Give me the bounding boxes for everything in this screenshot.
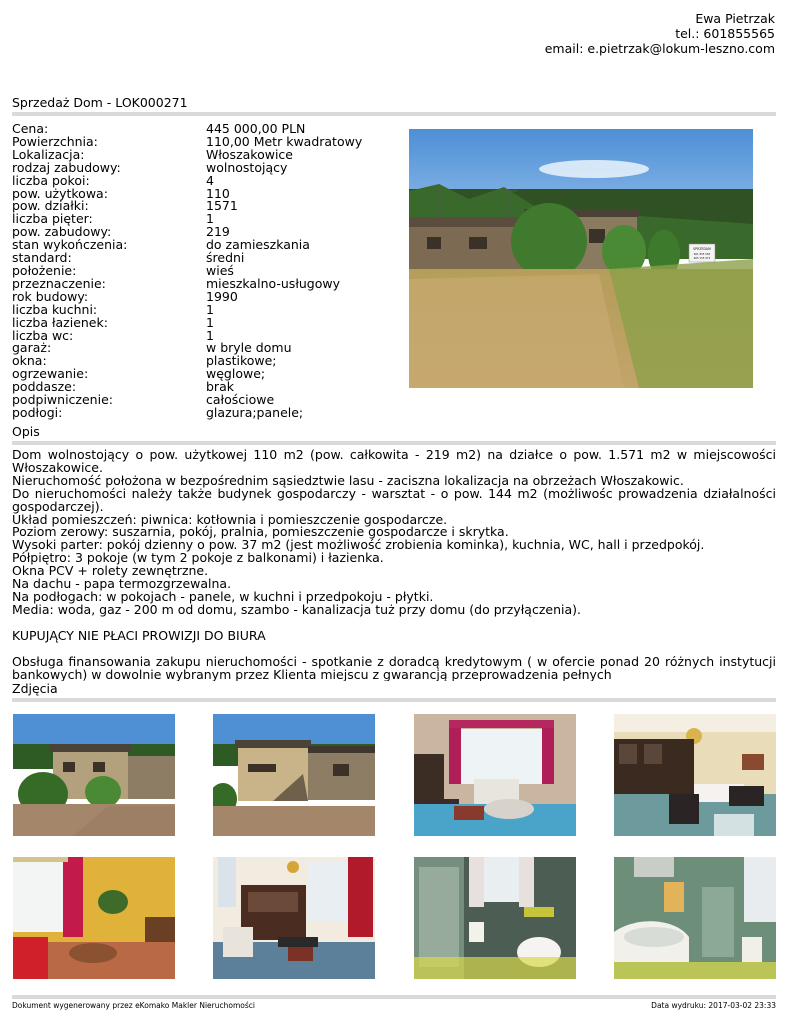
field-value: brak <box>206 379 234 395</box>
description-paragraph: Media: woda, gaz - 200 m od domu, szambo - kanalizacja tuż przy domu (do przyłączenia). <box>12 601 582 617</box>
listing-title: Sprzedaż Dom - LOK000271 <box>12 95 188 110</box>
photos-divider <box>12 698 776 702</box>
field-label: Cena: <box>12 121 49 136</box>
photos-heading: Zdjęcia <box>12 681 58 696</box>
field-value: 1 <box>206 314 214 330</box>
description-paragraph: Półpiętro: 3 pokoje (w tym 2 pokoje z balkonami) i łazienka. <box>12 550 384 566</box>
photo-thumbnail-living-room-windows[interactable] <box>414 714 576 836</box>
field-label: Lokalizacja: <box>12 146 85 162</box>
field-value: do zamieszkania <box>206 237 310 253</box>
field-label: liczba łazienek: <box>12 314 108 330</box>
field-label: okna: <box>12 353 47 369</box>
field-row <box>12 327 362 343</box>
field-row <box>12 404 362 420</box>
description-body <box>12 449 776 681</box>
photo-thumbnail-living-room-furniture[interactable] <box>614 714 776 836</box>
description-paragraph: Okna PCV + rolety zewnętrzne. <box>12 563 209 579</box>
field-label: podpiwniczenie: <box>12 392 113 408</box>
field-value: wolnostojący <box>206 159 288 175</box>
agent-email: email: e.pietrzak@lokum-leszno.com <box>544 41 775 56</box>
field-value: węglowe; <box>206 366 266 382</box>
field-label: standard: <box>12 250 72 266</box>
description-paragraph: Dom wolnostojący o pow. użytkowej 110 m2 (pow. całkowita - 219 m2) na działce o pow. 1.571 m2 w miejscowości Włoszakowice. <box>12 447 776 475</box>
field-value: 110 <box>206 185 230 201</box>
field-label: rok budowy: <box>12 288 89 304</box>
field-label: liczba kuchni: <box>12 301 98 317</box>
field-label: pow. działki: <box>12 198 89 214</box>
field-value: średni <box>206 250 245 266</box>
agent-phone: tel.: 601855565 <box>675 26 775 41</box>
field-label: podłogi: <box>12 404 63 420</box>
no-commission-note: KUPUJĄCY NIE PŁACI PROWIZJI DO BIURA <box>12 627 266 643</box>
field-label: liczba wc: <box>12 327 74 343</box>
footer-print-date: Data wydruku: 2017-03-02 23:33 <box>651 1001 776 1010</box>
title-divider <box>12 112 776 116</box>
field-label: garaż: <box>12 340 52 356</box>
description-divider <box>12 441 776 445</box>
field-value: Włoszakowice <box>206 146 293 162</box>
field-value: 1 <box>206 327 214 343</box>
footer-divider <box>12 995 776 999</box>
sign-line-3: 605 155 975 <box>693 257 711 260</box>
description-paragraph: Do nieruchomości należy także budynek gospodarczy - warsztat - o pow. 144 m2 (możliwośc prowadzenia działalności gospodarczej). <box>12 485 776 514</box>
sign-line-2: 601 855 565 <box>693 253 711 256</box>
sign-line-1: SPRZEDAM <box>693 247 711 251</box>
field-row <box>12 394 362 407</box>
photo-thumbnail-house-front[interactable] <box>13 714 175 836</box>
field-label: przeznaczenie: <box>12 275 106 291</box>
photo-thumbnail-house-side[interactable] <box>213 714 375 836</box>
property-fields <box>12 123 362 420</box>
field-value: glazura;panele; <box>206 404 304 420</box>
field-label: położenie: <box>12 262 77 278</box>
field-label: Powierzchnia: <box>12 133 98 149</box>
photo-thumbnail-bathroom-tub[interactable] <box>614 857 776 979</box>
photo-thumbnail-yellow-room[interactable] <box>13 857 175 979</box>
field-label: pow. zabudowy: <box>12 224 112 240</box>
financing-paragraph: Obsługa finansowania zakupu nieruchomości - spotkanie z doradcą kredytowym ( w ofercie ponad 20 różnych instytucji bankowych) w dowolnie wybranym przez Klienta miejscu z gwarancją przeprowadzenia pełnych <box>12 655 776 682</box>
field-label: rodzaj zabudowy: <box>12 159 121 175</box>
field-value: 219 <box>206 224 230 240</box>
field-value: 110,00 Metr kwadratowy <box>206 133 363 149</box>
field-value: plastikowe; <box>206 353 277 369</box>
description-paragraph: Poziom zerowy: suszarnia, pokój, pralnia, pomieszczenie gospodarcze i skrytka. <box>12 524 509 540</box>
field-label: stan wykończenia: <box>12 237 128 253</box>
field-value: 1 <box>206 211 214 227</box>
agent-contact <box>545 11 775 56</box>
field-value: mieszkalno-usługowy <box>206 275 340 291</box>
field-value: 1990 <box>206 288 238 304</box>
field-label: pow. użytkowa: <box>12 185 108 201</box>
field-label: liczba pokoi: <box>12 172 90 188</box>
description-heading: Opis <box>12 424 40 439</box>
field-value: w bryle domu <box>206 340 292 356</box>
field-value: wieś <box>206 262 234 278</box>
field-label: ogrzewanie: <box>12 366 89 382</box>
field-row <box>12 342 362 355</box>
description-paragraph: Wysoki parter: pokój dzienny o pow. 37 m2 (jest możliwość zrobienia kominka), kuchnia, WC, hall i przedpokój. <box>12 537 705 553</box>
photo-thumbnail-lounge[interactable] <box>213 857 375 979</box>
photo-thumbnail-bathroom-shower[interactable] <box>414 857 576 979</box>
main-property-photo <box>409 129 753 388</box>
field-value: 1 <box>206 301 214 317</box>
field-value: 1571 <box>206 198 238 214</box>
field-label: poddasze: <box>12 379 77 395</box>
field-value: 4 <box>206 172 214 188</box>
description-paragraph: Nieruchomość położona w bezpośrednim sąsiedztwie lasu - zaciszna lokalizacja na obrzeżach Włoszakowic. <box>12 472 684 488</box>
description-paragraph: Układ pomieszczeń: piwnica: kotłownia i pomieszczenie gospodarcze. <box>12 511 448 527</box>
field-value: 445 000,00 PLN <box>206 121 306 136</box>
field-label: liczba pięter: <box>12 211 93 227</box>
agent-name: Ewa Pietrzak <box>695 11 775 26</box>
description-paragraph: Na podłogach: w pokojach - panele, w kuchni i przedpokoju - płytki. <box>12 588 434 604</box>
description-paragraph: Na dachu - papa termozgrzewalna. <box>12 576 232 592</box>
footer-generator: Dokument wygenerowany przez eKomako Makler Nieruchomości <box>12 1001 255 1010</box>
field-value: całościowe <box>206 392 275 408</box>
